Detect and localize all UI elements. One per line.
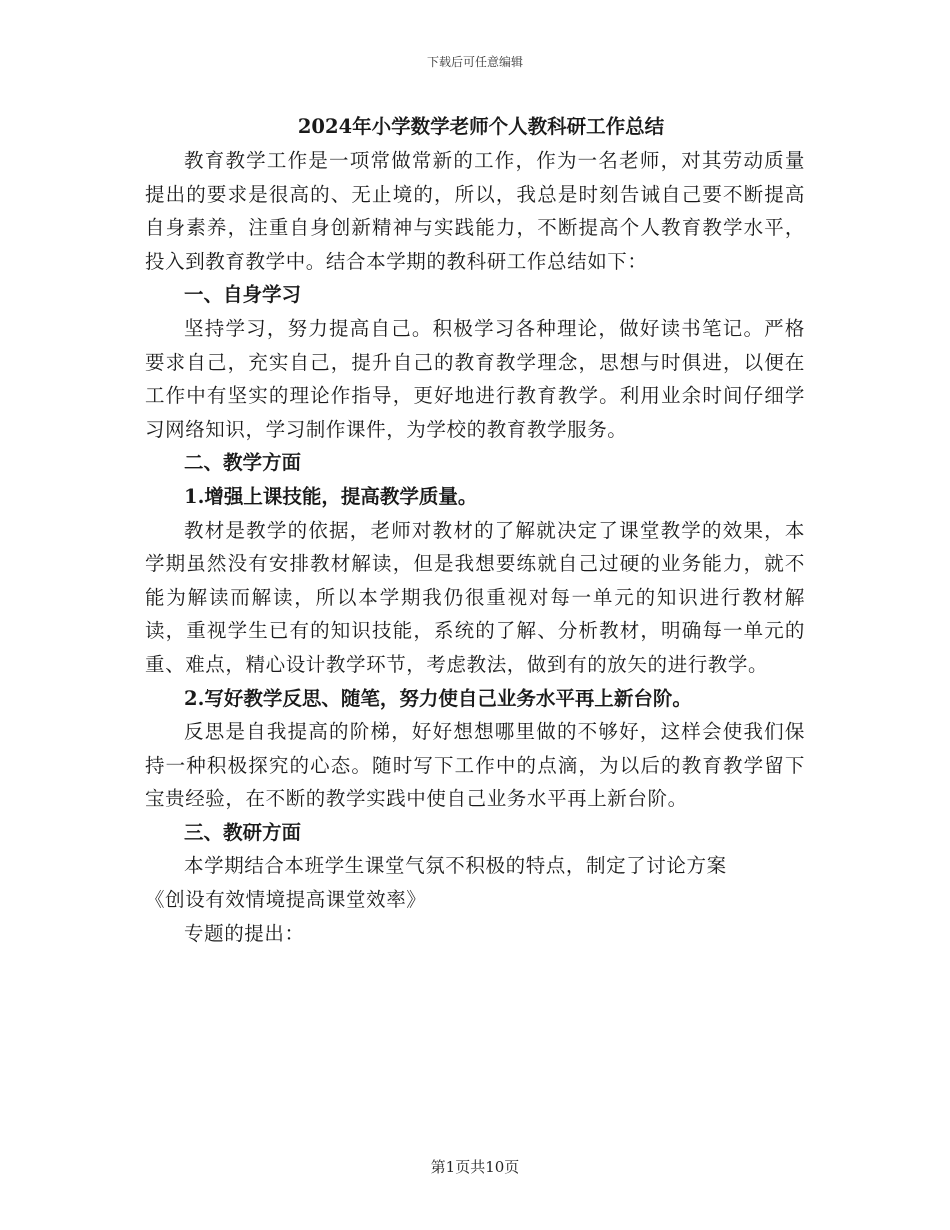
section2-sub1-heading: 1.增强上课技能，提高教学质量。	[184, 484, 478, 508]
section2-sub1-paragraph: 教材是教学的依据，老师对教材的了解就决定了课堂教学的效果，本学期虽然没有安排教材解读，但是我想要练就自己过硬的业务能力，就不能为解读而解读，所以本学期我仍很重视对每一单元的知识进行教材解读，重视学生已有的知识技能，系统的了解、分析教材，明确每一单元的重、难点，精心设计教学环节，考虑教法，做到有的放矢的进行教学。	[145, 518, 805, 676]
document-title: 2024年小学数学老师个人教科研工作总结	[297, 115, 665, 138]
section3-paragraph-line1: 本学期结合本班学生课堂气氛不积极的特点，制定了讨论方案	[184, 854, 727, 878]
page-footer: 第1页共10页	[430, 1158, 520, 1176]
section3-heading: 三、教研方面	[184, 820, 302, 844]
document-body	[145, 112, 805, 950]
intro-paragraph: 教育教学工作是一项常做常新的工作，作为一名老师，对其劳动质量提出的要求是很高的、无止境的，所以，我总是时刻告诫自己要不断提高自身素养，注重自身创新精神与实践能力，不断提高个人教育教学水平，投入到教育教学中。结合本学期的教科研工作总结如下：	[145, 149, 805, 273]
section1-paragraph: 坚持学习，努力提高自己。积极学习各种理论，做好读书笔记。严格要求自己，充实自己，提升自己的教育教学理念，思想与时俱进，以便在工作中有坚实的理论作指导，更好地进行教育教学。利用业余时间仔细学习网络知识，学习制作课件，为学校的教育教学服务。	[145, 316, 805, 441]
section2-sub2-heading: 2.写好教学反思、随笔，努力使自己业务水平再上新台阶。	[184, 686, 692, 710]
section3-paragraph-line2: 《创设有效情境提高课堂效率》	[145, 888, 427, 912]
section2-sub2-paragraph: 反思是自我提高的阶梯，好好想想哪里做的不够好，这样会使我们保持一种积极探究的心态。随时写下工作中的点滴，为以后的教育教学留下宝贵经验，在不断的教学实践中使自己业务水平再上新台阶。	[145, 720, 805, 811]
section3-paragraph-line3: 专题的提出：	[184, 921, 305, 945]
section2-heading: 二、教学方面	[184, 451, 302, 475]
section1-heading: 一、自身学习	[184, 283, 302, 307]
header-note: 下载后可任意编辑	[426, 55, 523, 69]
